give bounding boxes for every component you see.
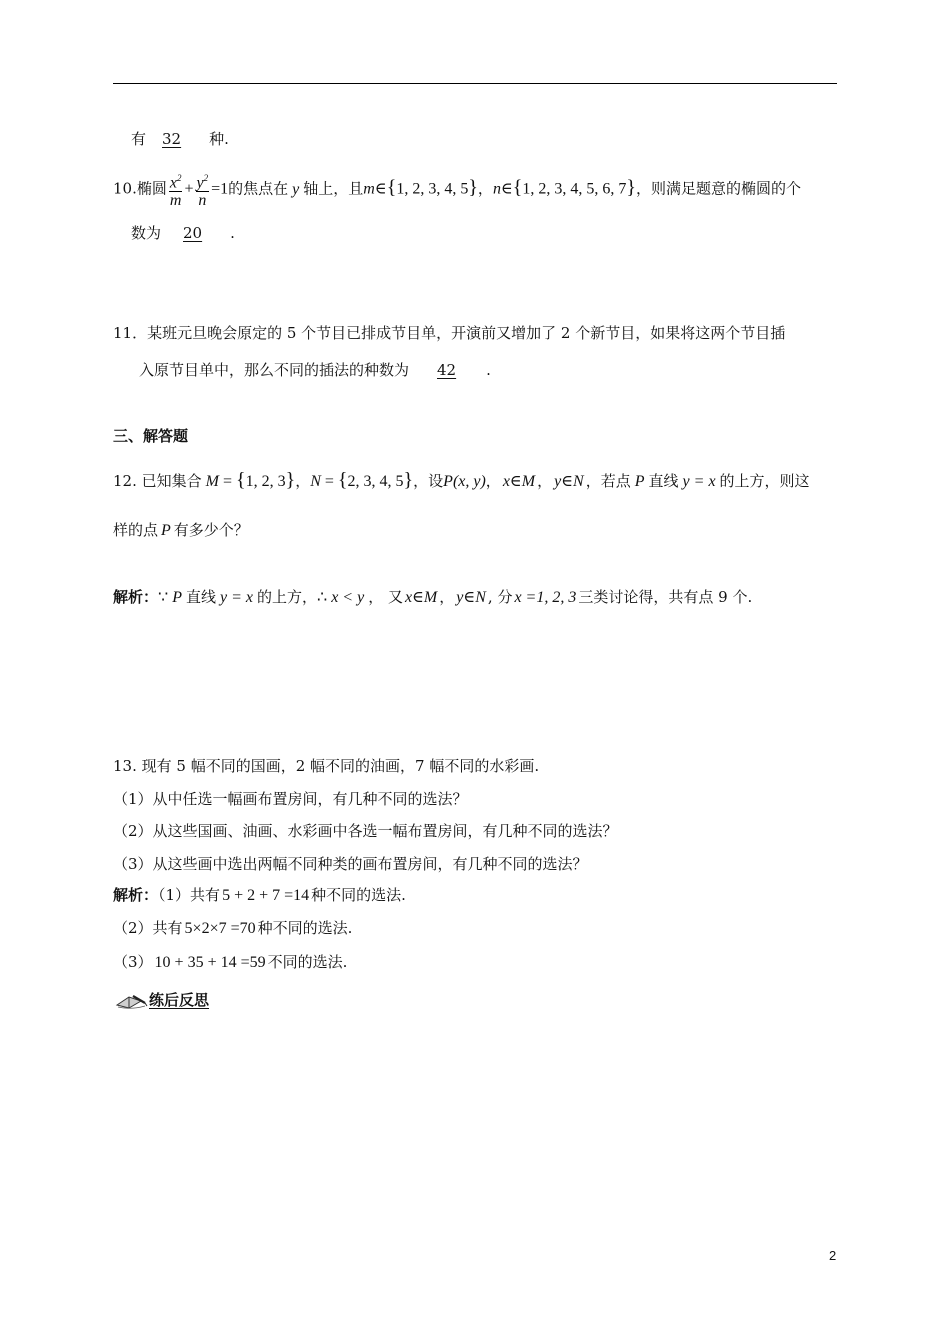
a13-line3: （3） 10 + 35 + 14 =59 不同的选法. [113, 953, 348, 971]
a13-line2: （2）共有 5×2×7 =70 种不同的选法. [113, 919, 353, 937]
q13-part3: （3）从这些画中选出两幅不同种类的画布置房间，有几种不同的选法？ [113, 855, 588, 873]
q10-eq: =1 [211, 180, 229, 198]
q10-var-y: y [292, 180, 300, 198]
q11-answer: 42 [437, 361, 457, 379]
q10-frac-y2-n: $\frac{y^2}{n}$ [196, 170, 210, 209]
q10-number: 10. [113, 179, 137, 198]
section-title: 三、解答题 [113, 427, 189, 445]
header-rule [113, 83, 837, 84]
q9-answer-line [131, 129, 229, 149]
q10-line1: 10.椭圆 $\frac{x^2}{m}$ + $\frac{y^2}{n}$ =1的焦点在 y 轴上，且m∈{1, 2, 3, 4, 5}，n∈{1, 2, 3, 4, 5, 6, 7}，则满足题意的椭圆的个 [113, 170, 801, 209]
q9-answer: 32 [162, 130, 182, 148]
q10-set-m: 1, 2, 3, 4, 5 [396, 180, 469, 198]
q12-line1: 12. 已知集合 M = {1, 2, 3}，N = {2, 3, 4, 5}，设P(x, y)， x∈M ， y∈N ，若点 P 直线 y = x 的上方，则这 [113, 469, 810, 491]
a13-line1: 解析：（1）共有 5 + 2 + 7 =14 种不同的选法. [113, 886, 406, 904]
page-number: 2 [829, 1248, 837, 1263]
q9-prefix: 有 [131, 130, 147, 148]
a12-label: 解析： [113, 588, 159, 606]
q12-set-m: 1, 2, 3 [245, 473, 286, 490]
reflection-title: 练后反思 [149, 991, 210, 1009]
book-pen-icon [115, 993, 149, 1009]
a12-line: 解析：∵ P 直线 y = x 的上方，∴ x < y ， 又 x∈M ， y∈N , 分 x =1, 2, 3 三类讨论得，共有点 9 个. [113, 588, 753, 606]
q13-stem: 13. 现有 5 幅不同的国画，2 幅不同的油画，7 幅不同的水彩画. [113, 757, 540, 775]
q10-set-n: 1, 2, 3, 4, 5, 6, 7 [522, 180, 627, 198]
reflection-heading [115, 990, 209, 1010]
q9-suffix: 种. [209, 130, 229, 148]
q12-set-n: 2, 3, 4, 5 [347, 473, 404, 490]
q12-line2: 样的点 P 有多少个？ [113, 521, 249, 539]
q13-part1: （1）从中任选一幅画布置房间，有几种不同的选法？ [113, 790, 468, 808]
q10-answer: 20 [183, 224, 203, 242]
q10-frac-x2-m: $\frac{x^2}{m}$ [169, 170, 183, 209]
q10-line2: 数为 20 . [131, 224, 235, 242]
q10-plus: + [184, 180, 194, 198]
q11-line1: 11．某班元旦晚会原定的 5 个节目已排成节目单，开演前又增加了 2 个新节目，如果将这两个节目插 [113, 324, 786, 342]
q13-part2: （2）从这些国画、油画、水彩画中各选一幅布置房间，有几种不同的选法？ [113, 822, 618, 840]
a13-label: 解析： [113, 886, 159, 904]
q11-line2: 入原节目单中，那么不同的插法的种数为 42 . [139, 361, 491, 379]
q10-text: 椭圆 [136, 179, 167, 198]
